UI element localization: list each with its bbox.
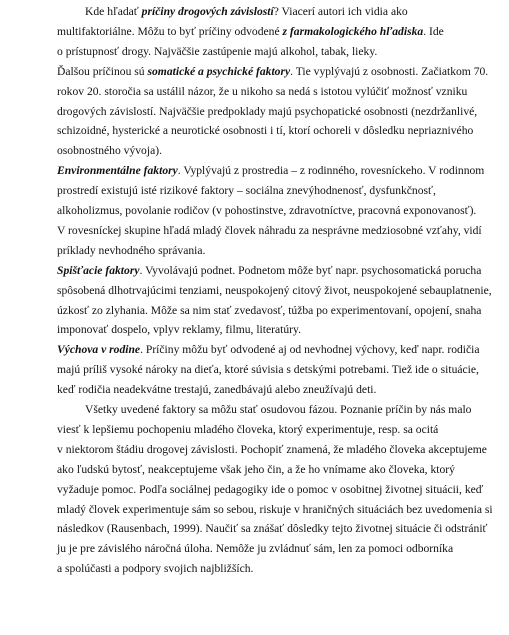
- text-run: ? Viacerí autori ich vidia ako: [273, 5, 408, 18]
- text-line: [57, 22, 444, 42]
- text-line: [57, 301, 481, 321]
- text-line: [57, 241, 205, 261]
- text-line: [85, 2, 408, 22]
- text-line: [57, 181, 436, 201]
- text-line: [57, 320, 301, 340]
- text-line: [57, 42, 377, 62]
- text-line: [57, 420, 438, 440]
- text-line: [57, 500, 493, 520]
- text-line: [57, 221, 482, 241]
- text-line: [57, 440, 487, 460]
- text-run: imponovať dospelo, vplyv reklamy, filmu, literatúry.: [57, 323, 301, 337]
- text-line: [57, 141, 162, 161]
- text-run: ako ľudskú bytosť, neakceptujeme však jeho čin, a že ho vnímame ako človeka, ktorý: [57, 462, 455, 476]
- text-run: mladý človek experimentuje sám so sebou, riskuje v hraničných situáciách bez uvedomenia si: [57, 502, 493, 516]
- text-run: . Tie vyplývajú z osobnosti. Začiatkom 70.: [290, 64, 489, 78]
- text-run: prostredí existujú isté rizikové faktory – sociálna znevýhodnenosť, dysfunkčnosť,: [57, 184, 436, 198]
- text-run: Všetky uvedené faktory sa môžu stať osudovou fázou. Poznanie príčin by nás malo: [85, 403, 472, 416]
- emphasized-term: príčiny drogových závislostí: [141, 5, 274, 18]
- text-run: . Ide: [423, 24, 444, 38]
- text-line: [57, 340, 480, 360]
- text-run: spôsobená dlhotrvajúcimi tenziami, neuspokojený citový život, neuspokojené sebauplatnenie,: [57, 283, 492, 297]
- text-line: [57, 539, 453, 559]
- text-run: Kde hľadať: [85, 5, 142, 18]
- text-run: úzkosť zo zlyhania. Môže sa nim stať zvedavosť, túžba po experimentovaní, opojení, snaha: [57, 303, 482, 317]
- text-line: [85, 400, 471, 420]
- emphasized-term: z farmakologického hľadiska: [282, 24, 424, 38]
- text-line: [57, 519, 488, 539]
- text-line: [57, 261, 481, 281]
- text-line: [57, 201, 476, 221]
- text-run: drogových závislostí. Najväčšie predpoklady majú psychopatické osobnosti (nezdržanlivé,: [57, 104, 478, 118]
- text-run: o prístupnosť drogy. Najväčšie zastúpenie majú alkohol, tabak, lieky.: [57, 44, 378, 58]
- text-run: . Vyplývajú z prostredia – z rodinného, rovesníckeho. V rodinnom: [177, 164, 485, 178]
- text-run: . Vyvolávajú podnet. Podnetom môže byť napr. psychosomatická porucha: [139, 263, 482, 277]
- text-run: rokov 20. storočia sa ustálil názor, že u nikoho sa nedá s istotou vylúčiť možnosť vzniku: [57, 84, 468, 98]
- text-run: multifaktoriálne. Môžu to byť príčiny odvodené: [57, 24, 283, 38]
- text-run: v niektorom štádiu drogovej závislosti. Pochopiť znamená, že mladého človeka akceptujeme: [57, 442, 487, 456]
- text-run: V rovesníckej skupine hľadá mladý človek náhradu za nesprávne medziosobné vzťahy, vidí: [57, 223, 482, 237]
- text-line: [57, 102, 477, 122]
- text-run: viesť k lepšiemu pochopeniu mladého človeka, ktorý experimentuje, resp. sa ocitá: [57, 422, 439, 436]
- text-line: [57, 121, 473, 141]
- text-line: [57, 62, 488, 82]
- text-line: [57, 281, 492, 301]
- text-run: alkoholizmus, povolanie rodičov (v pohostinstve, zdravotníctve, pracovná exponovanosť).: [57, 204, 477, 217]
- text-run: príklady nevhodného správania.: [57, 243, 206, 257]
- emphasized-term: Environmentálne faktory: [57, 164, 178, 178]
- text-run: osobnostného vývoja).: [57, 144, 162, 158]
- text-run: majú príliš vysoké nároky na dieťa, ktoré súvisia s detskými potrebami. Tiež ide o situácie,: [57, 363, 479, 377]
- text-run: schizoidné, hysterické a neurotické osobnosti i tí, ktorí ochoreli v dôsledku nepriaznivého: [57, 124, 474, 138]
- text-run: a spolúčasti a podpory svojich najbližších.: [57, 562, 254, 576]
- text-line: [57, 460, 455, 480]
- text-run: následkov (Rausenbach, 1999). Naučiť sa znášať dôsledky tejto životnej situácie či odstrániť: [57, 522, 488, 536]
- emphasized-term: Spišťacie faktory: [57, 263, 140, 277]
- text-run: vyžaduje pomoc. Podľa sociálnej pedagogiky ide o pomoc v osobitnej životnej situácii, keď: [57, 482, 484, 496]
- text-line: [57, 161, 484, 181]
- text-line: [57, 360, 479, 380]
- text-line: [57, 480, 483, 500]
- text-run: . Príčiny môžu byť odvodené aj od nevhodnej výchovy, keď napr. rodičia: [140, 343, 480, 357]
- text-line: [57, 559, 253, 579]
- emphasized-term: Výchova v rodine: [57, 343, 141, 357]
- emphasized-term: somatické a psychické faktory: [147, 64, 291, 78]
- text-run: keď rodičia neadekvátne trestajú, zanedbávajú alebo zneužívajú deti.: [57, 383, 377, 397]
- text-run: ju je pre závislého náročná úloha. Nemôže ju zvládnuť sám, len za pomoci odborníka: [57, 542, 454, 556]
- text-line: [57, 380, 376, 400]
- text-line: [57, 82, 467, 102]
- text-run: Ďalšou príčinou sú: [57, 64, 148, 78]
